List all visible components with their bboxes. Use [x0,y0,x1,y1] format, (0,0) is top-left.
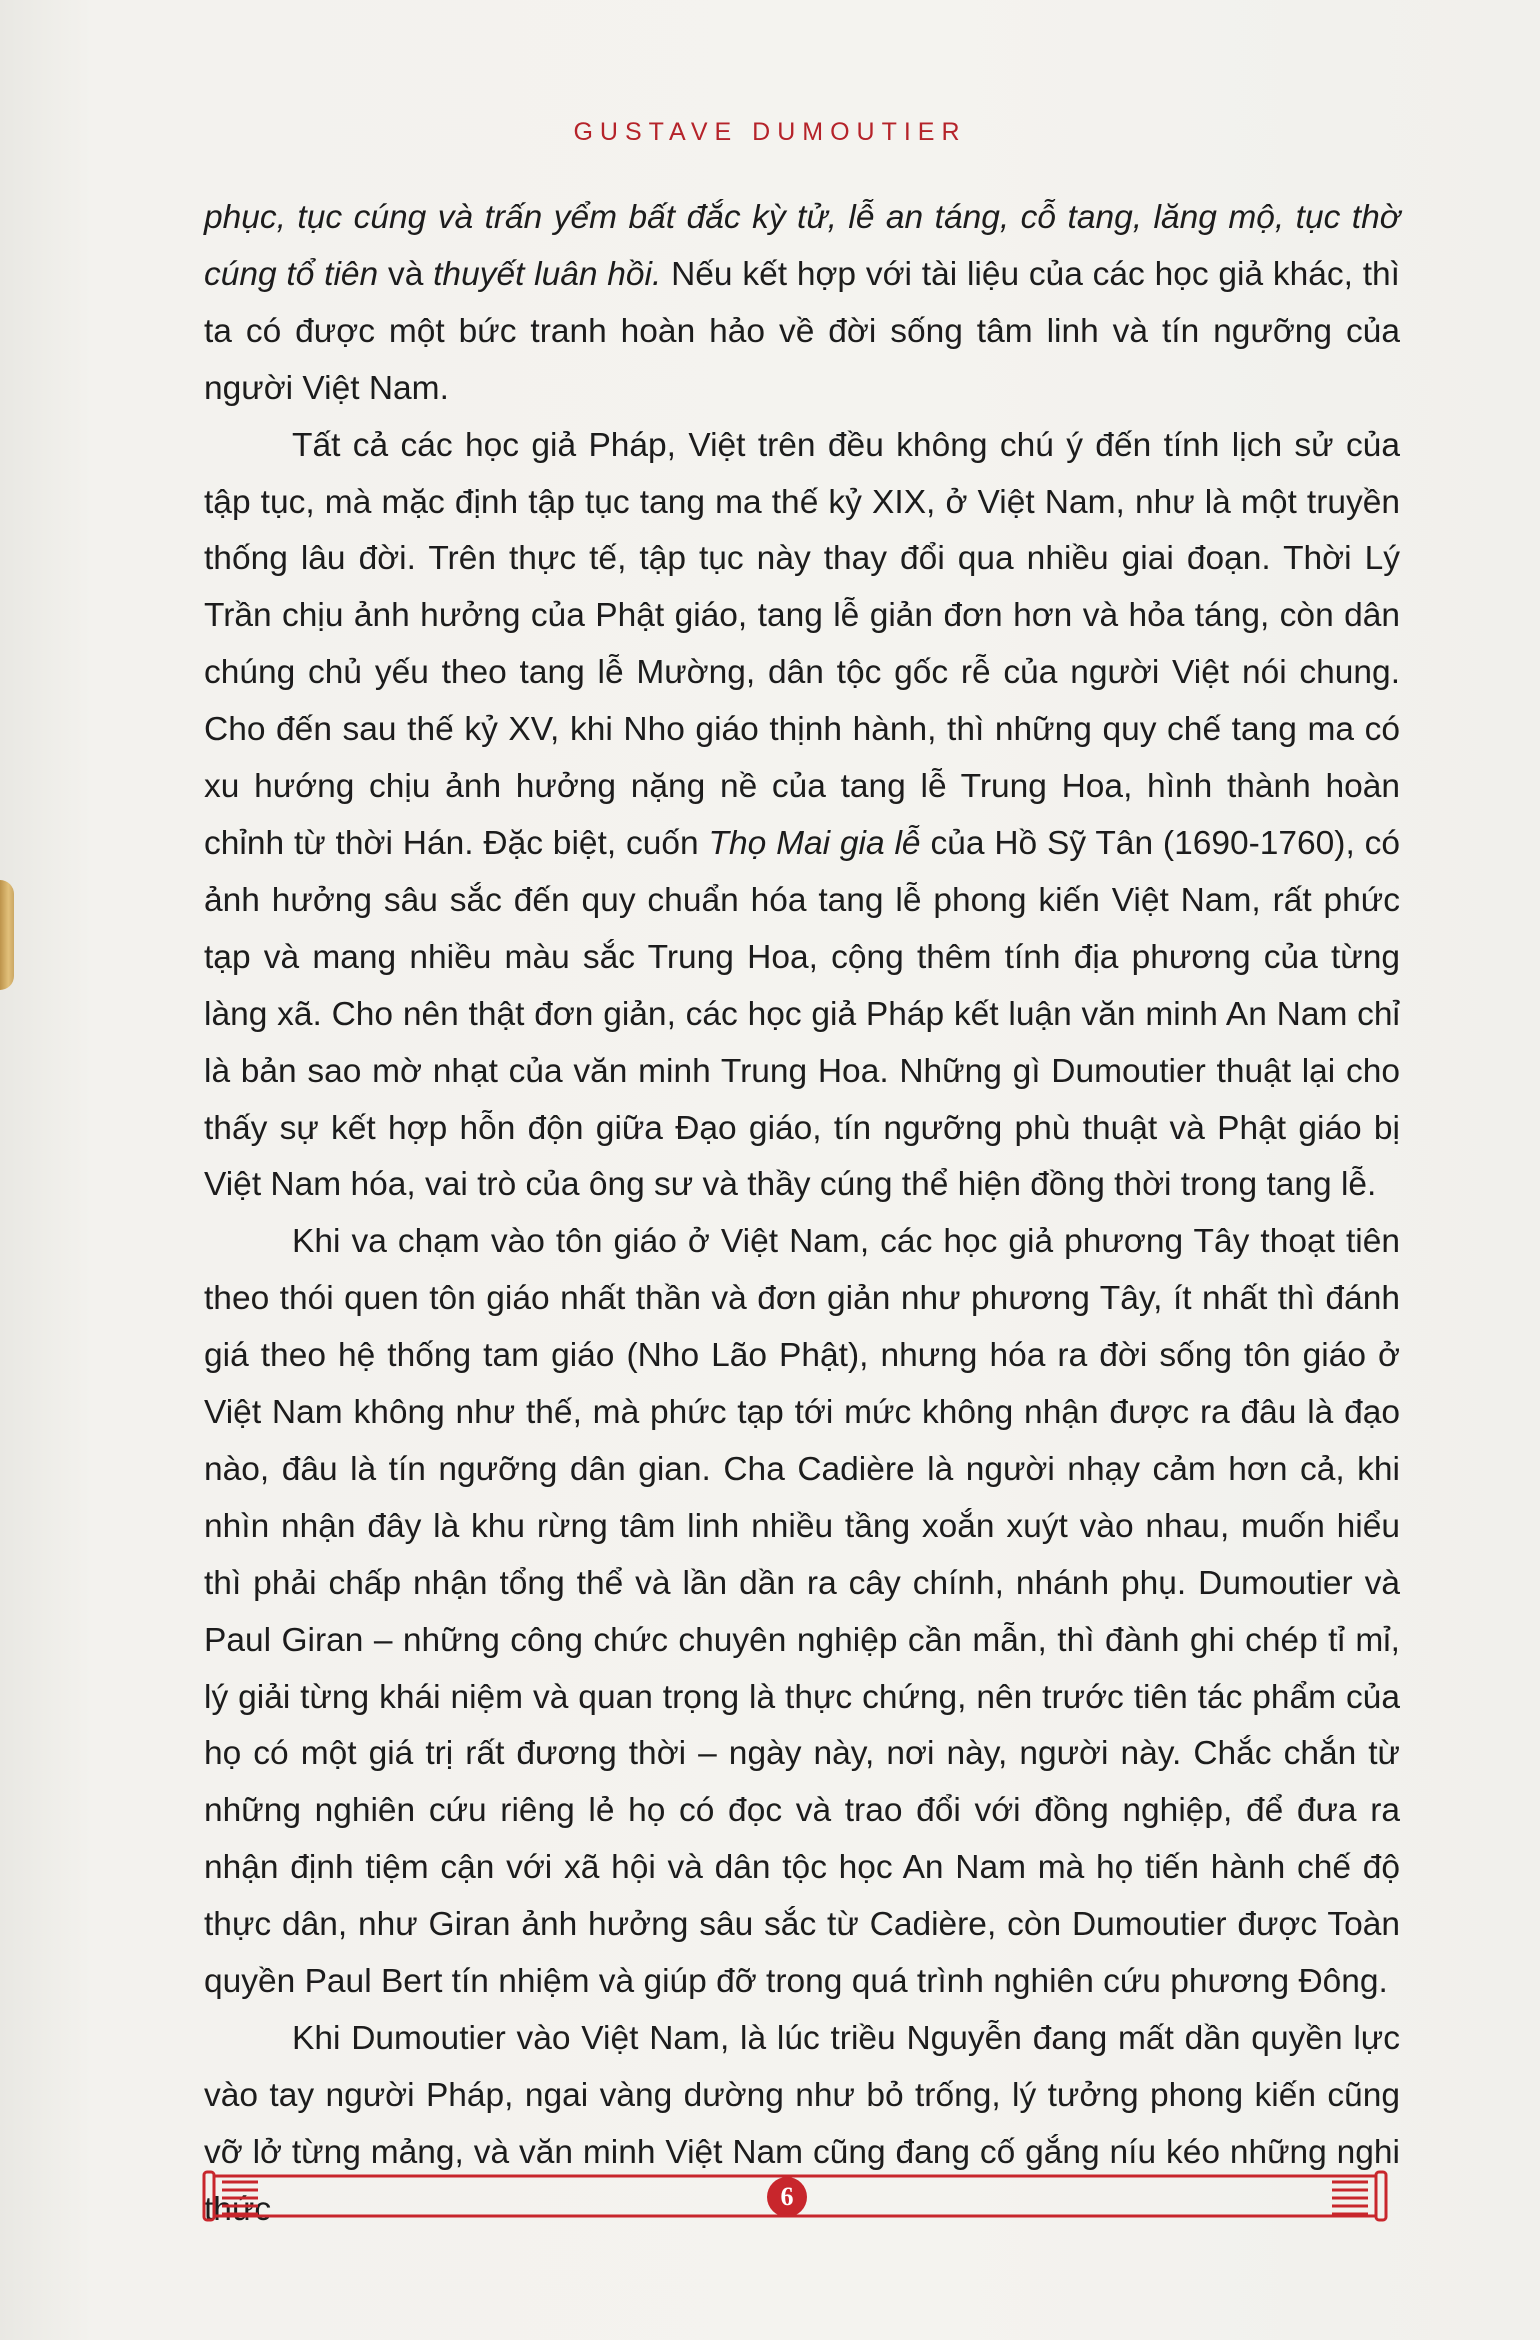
paragraph-1-rest: Nếu kết hợp với tài liệu của các học giả khác, thì ta có được một bức tranh hoàn hảo về đời sống tâm linh và tín ngưỡng của người Việt Nam. [204,255,1400,407]
paragraph-1-italic-lead: phục, tục cúng và trấn yểm bất đắc kỳ tử, lễ an táng, cỗ tang, lăng mộ, tục thờ cúng tổ tiên [204,199,1400,293]
page-number: 6 [767,2177,807,2217]
paragraph-2 [204,418,1400,1215]
binding-edge-decoration [0,880,14,990]
paragraph-1 [204,190,1400,418]
paragraph-1-connector: và [378,255,434,293]
paragraph-2-after: của Hồ Sỹ Tân (1690-1760), có ảnh hưởng sâu sắc đến quy chuẩn hóa tang lễ phong kiến Việt Nam, rất phức tạp và mang nhiều màu sắc Trung Hoa, cộng thêm tính địa phương của từng làng xã. Cho nên thật đơn giản, các học giả Pháp kết luận văn minh An Nam chỉ là bản sao mờ nhạt của văn minh Trung Hoa. Những gì Dumoutier thuật lại cho thấy sự kết hợp hỗn độn giữa Đạo giáo, tín ngưỡng phù thuật và Phật giáo bị Việt Nam hóa, vai trò của ông sư và thầy cúng thể hiện đồng thời trong tang lễ. [204,824,1400,1204]
paragraph-2-before: Tất cả các học giả Pháp, Việt trên đều không chú ý đến tính lịch sử của tập tục, mà mặc định tập tục tang ma thế kỷ XIX, ở Việt Nam, như là một truyền thống lâu đời. Trên thực tế, tập tục này thay đổi qua nhiều giai đoạn. Thời Lý Trần chịu ảnh hưởng của Phật giáo, tang lễ giản đơn hơn và hỏa táng, còn dân chúng chủ yếu theo tang lễ Mường, dân tộc gốc rễ của người Việt nói chung. Cho đến sau thế kỷ XV, khi Nho giáo thịnh hành, thì những quy chế tang ma có xu hướng chịu ảnh hưởng nặng nề của tang lễ Trung Hoa, hình thành hoàn chỉnh từ thời Hán. Đặc biệt, cuốn [204,426,1400,862]
paragraph-3: Khi va chạm vào tôn giáo ở Việt Nam, các học giả phương Tây thoạt tiên theo thói quen tôn giáo nhất thần và đơn giản như phương Tây, ít nhất thì đánh giá theo hệ thống tam giáo (Nho Lão Phật), nhưng hóa ra đời sống tôn giáo ở Việt Nam không như thế, mà phức tạp tới mức không nhận được ra đâu là đạo nào, đâu là tín ngưỡng dân gian. Cha Cadière là người nhạy cảm hơn cả, khi nhìn nhận đây là khu rừng tâm linh nhiều tầng xoắn xuýt vào nhau, muốn hiểu thì phải chấp nhận tổng thể và lần dần ra cây chính, nhánh phụ. Dumoutier và Paul Giran – những công chức chuyên nghiệp cần mẫn, thì đành ghi chép tỉ mỉ, lý giải từng khái niệm và quan trọng là thực chứng, nên trước tiên tác phẩm của họ có một giá trị rất đương thời – ngày này, nơi này, người này. Chắc chắn từ những nghiên cứu riêng lẻ họ có đọc và trao đổi với đồng nghiệp, để đưa ra nhận định tiệm cận với xã hội và dân tộc học An Nam mà họ tiến hành chế độ thực dân, như Giran ảnh hưởng sâu sắc từ Cadière, còn Dumoutier được Toàn quyền Paul Bert tín nhiệm và giúp đỡ trong quá trình nghiên cứu phương Đông. [204,1223,1400,2001]
footer-right-scroll-icon [1332,2172,1386,2220]
book-title-tho-mai-gia-le: Thọ Mai gia lễ [708,824,921,862]
running-header: GUSTAVE DUMOUTIER [573,118,967,146]
footer-left-scroll-icon [204,2172,258,2220]
paragraph-4: Khi Dumoutier vào Việt Nam, là lúc triều Nguyễn đang mất dần quyền lực vào tay người Pháp, ngai vàng dường như bỏ trống, lý tưởng phong kiến cũng vỡ lở từng mảng, và văn minh Việt Nam cũng đang cố gắng níu kéo những nghi thức [204,2020,1400,2228]
body-text [204,190,1400,2239]
paragraph-1-italic-tail: thuyết luân hồi. [433,255,662,293]
